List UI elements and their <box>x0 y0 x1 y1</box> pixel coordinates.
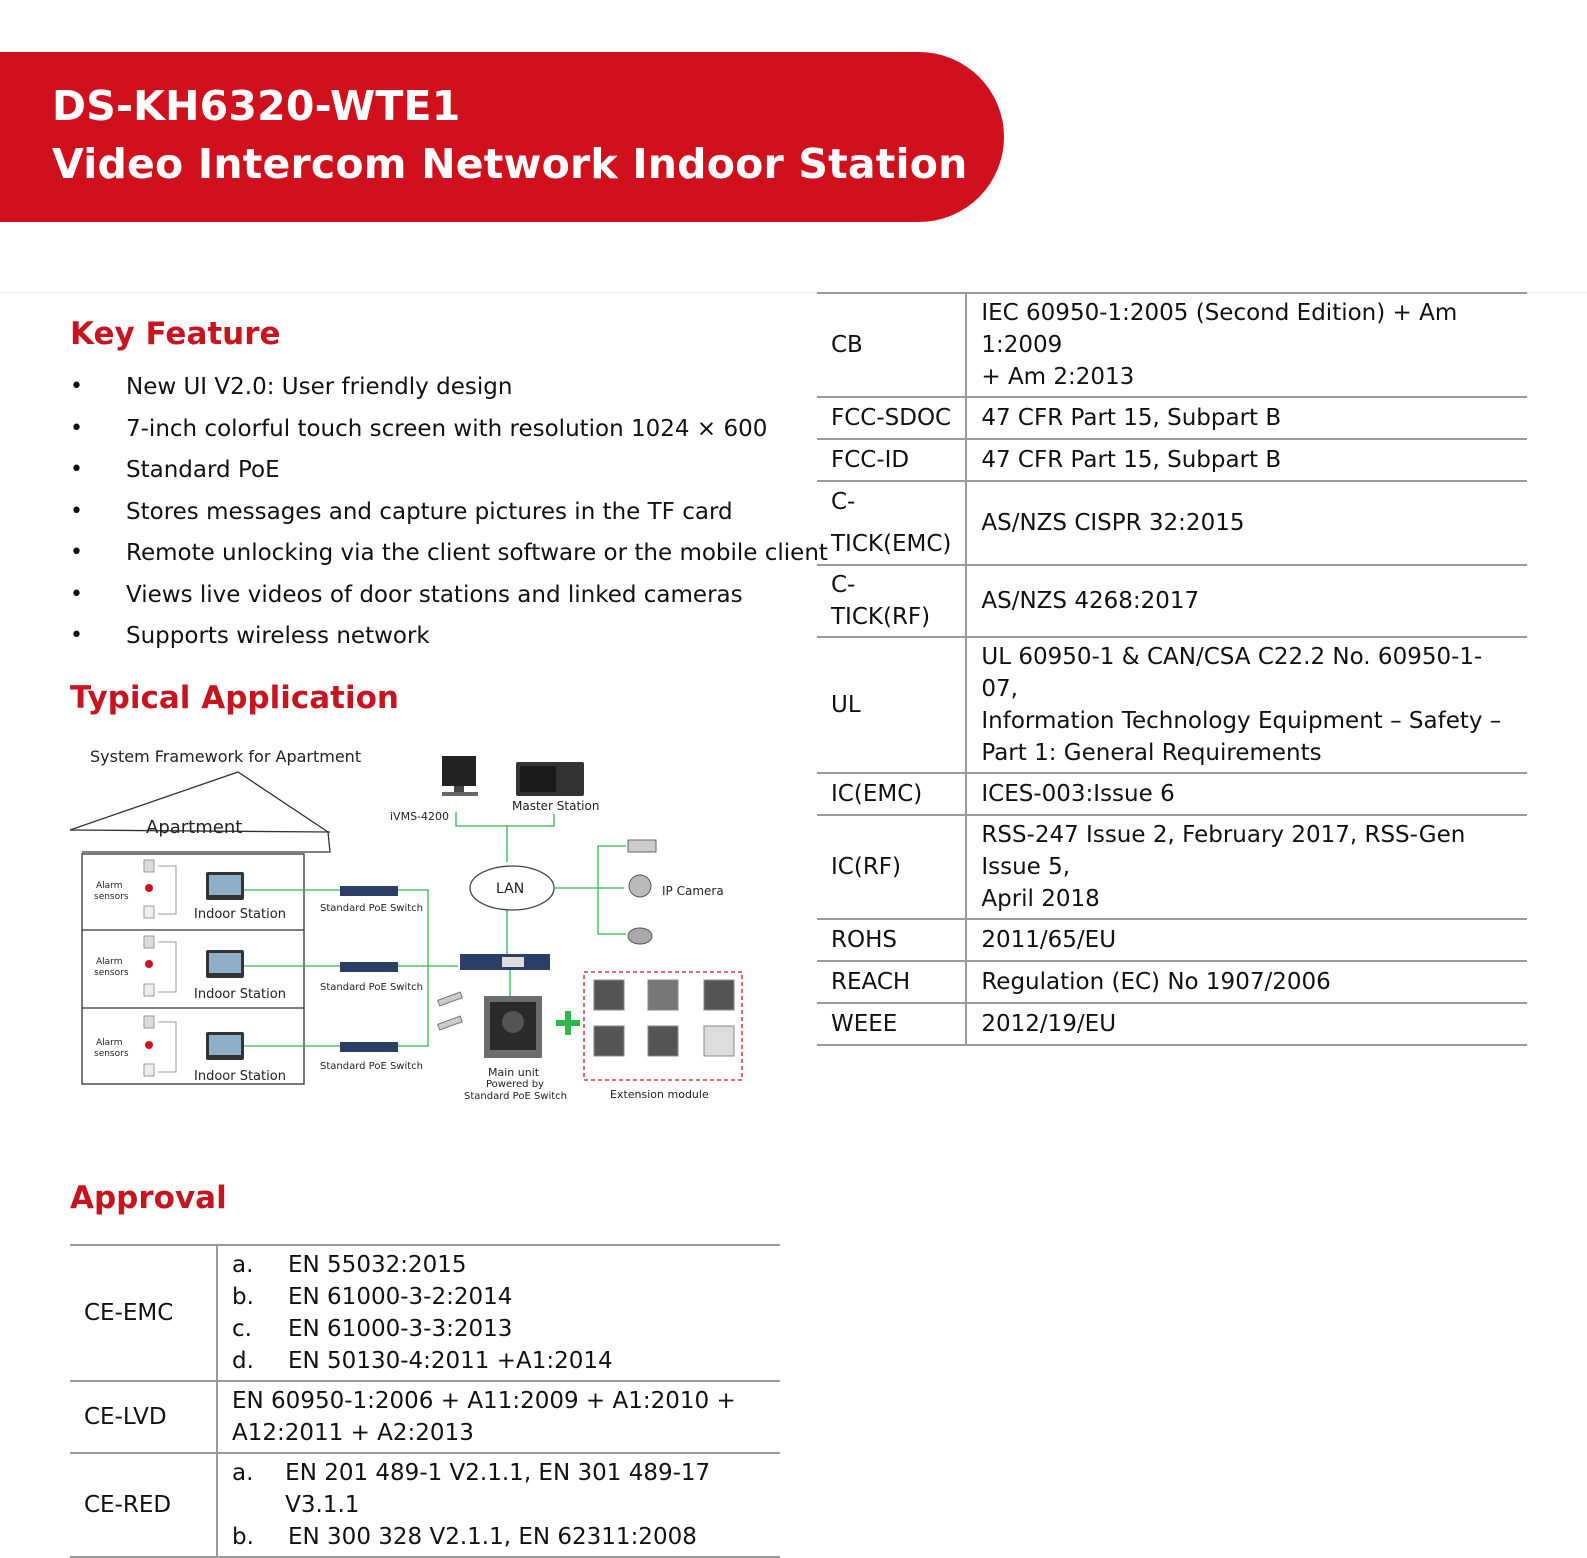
approval-table <box>70 1244 780 1558</box>
row-key: ROHS <box>817 919 966 961</box>
bullet-icon: • <box>70 498 83 524</box>
typical-application-heading: Typical Application <box>70 680 399 716</box>
alarm-button-icon <box>145 884 153 892</box>
bullet-icon: • <box>70 374 83 399</box>
svg-text:IP Camera: IP Camera <box>662 884 724 898</box>
svg-text:Standard PoE Switch: Standard PoE Switch <box>320 903 424 914</box>
row-key: IC(RF) <box>817 815 966 919</box>
row-key: C-TICK(RF) <box>817 565 966 637</box>
bullet-camera-icon <box>628 840 656 852</box>
svg-text:sensors: sensors <box>94 968 129 978</box>
table-row <box>817 293 1527 397</box>
row-key: FCC-ID <box>817 439 966 481</box>
row-key: IC(EMC) <box>817 773 966 815</box>
sensor-icon <box>144 906 154 918</box>
svg-text:Extension module: Extension module <box>610 1088 709 1101</box>
svg-text:Powered by: Powered by <box>486 1079 544 1090</box>
apartment-unit-1 <box>94 860 286 922</box>
row-value: RSS-247 Issue 2, February 2017, RSS-Gen Issue 5, April 2018 <box>981 822 1466 912</box>
feature-item: • 7-inch colorful touch screen with resolution 1024 × 600 <box>70 415 768 442</box>
computer-icon <box>442 756 476 786</box>
dome-camera-icon <box>628 928 652 944</box>
sensor-icon <box>144 984 154 996</box>
apartment-unit-3 <box>94 1016 286 1084</box>
feature-item: • Supports wireless network <box>70 623 430 649</box>
feature-item: • Remote unlocking via the client software or the mobile client <box>70 540 828 566</box>
system-framework-diagram <box>66 748 766 1118</box>
bullet-icon: • <box>70 415 83 441</box>
alarm-button-icon <box>145 960 153 968</box>
svg-text:Standard PoE Switch: Standard PoE Switch <box>464 1091 568 1102</box>
row-key: CE-LVD <box>70 1381 217 1453</box>
apartment-unit-2 <box>94 936 286 1002</box>
row-value: 2011/65/EU <box>981 927 1117 953</box>
row-key: CE-RED <box>70 1453 217 1557</box>
table-row <box>817 397 1527 439</box>
svg-text:sensors: sensors <box>94 892 129 902</box>
row-key: UL <box>817 637 966 773</box>
table-row <box>817 773 1527 815</box>
feature-list <box>70 372 828 663</box>
module-icon <box>648 1026 678 1056</box>
row-value: AS/NZS CISPR 32:2015 <box>981 510 1245 536</box>
apartment-label: Apartment <box>146 817 243 838</box>
diagram-caption: System Framework for Apartment <box>90 748 362 766</box>
feature-item: • New UI V2.0: User friendly design <box>70 374 513 400</box>
svg-text:Alarm: Alarm <box>96 881 123 891</box>
row-value: IEC 60950-1:2005 (Second Edition) + Am 1:2009 + Am 2:2013 <box>981 300 1458 390</box>
table-row <box>70 1453 780 1557</box>
row-value: a. EN 55032:2015 b. EN 61000-3-2:2014 c. EN 61000-3-3:2013 d. EN 50130-4:2011 +A1:2014 <box>232 1252 613 1374</box>
approval-heading: Approval <box>70 1180 227 1216</box>
row-value: 47 CFR Part 15, Subpart B <box>981 447 1282 473</box>
module-icon <box>704 980 734 1010</box>
row-value: Regulation (EC) No 1907/2006 <box>981 969 1331 995</box>
svg-text:Indoor Station: Indoor Station <box>194 987 286 1002</box>
sensor-icon <box>144 860 154 872</box>
row-key: REACH <box>817 961 966 1003</box>
svg-text:Indoor Station: Indoor Station <box>194 1069 286 1084</box>
poe-switch-2 <box>320 962 423 993</box>
row-value: UL 60950-1 & CAN/CSA C22.2 No. 60950-1-07, Information Technology Equipment – Safety – Part 1: General Requirements <box>981 644 1502 766</box>
table-row <box>817 815 1527 919</box>
sensor-icon <box>144 1016 154 1028</box>
module-icon <box>594 980 624 1010</box>
header-banner <box>0 52 1004 222</box>
svg-text:LAN: LAN <box>496 881 525 897</box>
key-feature-heading: Key Feature <box>70 316 281 352</box>
table-row <box>817 961 1527 1003</box>
module-icon <box>648 980 678 1010</box>
alarm-button-icon <box>145 1041 153 1049</box>
row-key: CB <box>817 293 966 397</box>
row-value: ICES-003:Issue 6 <box>981 781 1175 807</box>
bullet-icon: • <box>70 540 83 565</box>
row-value: 47 CFR Part 15, Subpart B <box>981 405 1282 431</box>
sensor-icon <box>144 936 154 948</box>
model-number: DS-KH6320-WTE1 <box>52 82 461 130</box>
table-row <box>70 1245 780 1381</box>
ptz-camera-icon <box>629 875 651 897</box>
svg-text:Master Station: Master Station <box>512 799 600 813</box>
bullet-icon: • <box>70 623 83 648</box>
switch-icon <box>340 886 398 896</box>
table-row <box>817 1003 1527 1045</box>
feature-item: • Stores messages and capture pictures in the TF card <box>70 498 733 525</box>
table-row <box>817 637 1527 773</box>
svg-text:Main unit: Main unit <box>488 1066 540 1079</box>
certification-table <box>817 292 1527 1046</box>
table-row <box>70 1381 780 1453</box>
row-key: CE-EMC <box>70 1245 217 1381</box>
table-row <box>817 439 1527 481</box>
module-icon <box>594 1026 624 1056</box>
row-value: EN 60950-1:2006 + A11:2009 + A1:2010 + A12:2011 + A2:2013 <box>232 1388 736 1446</box>
table-row <box>817 565 1527 637</box>
feature-item: • Standard PoE <box>70 457 280 483</box>
switch-icon <box>340 962 398 972</box>
lock-icon <box>438 1016 463 1030</box>
lock-icon <box>438 992 463 1006</box>
svg-text:Alarm: Alarm <box>96 957 123 967</box>
svg-text:iVMS-4200: iVMS-4200 <box>390 810 450 823</box>
row-value: a. EN 201 489-1 V2.1.1, EN 301 489-17 V3.1.1 b. EN 300 328 V2.1.1, EN 62311:2008 <box>232 1460 711 1550</box>
bullet-icon: • <box>70 581 83 607</box>
product-name: Video Intercom Network Indoor Station <box>52 140 968 188</box>
svg-text:sensors: sensors <box>94 1049 129 1059</box>
svg-text:Standard PoE Switch: Standard PoE Switch <box>320 982 424 993</box>
row-key: FCC-SDOC <box>817 397 966 439</box>
svg-text:Indoor Station: Indoor Station <box>194 907 286 922</box>
feature-item: • Views live videos of door stations and linked cameras <box>70 581 743 608</box>
svg-text:Standard PoE Switch: Standard PoE Switch <box>320 1061 424 1072</box>
switch-icon <box>340 1042 398 1052</box>
row-key: C- TICK(EMC) <box>817 481 966 565</box>
table-row <box>817 919 1527 961</box>
table-row <box>817 481 1527 565</box>
row-value: 2012/19/EU <box>981 1011 1117 1037</box>
bullet-icon: • <box>70 457 83 482</box>
sensor-icon <box>144 1064 154 1076</box>
house-roof <box>70 772 330 852</box>
module-icon <box>704 1026 734 1056</box>
row-value: AS/NZS 4268:2017 <box>981 588 1200 614</box>
svg-text:Alarm: Alarm <box>96 1038 123 1048</box>
row-key: WEEE <box>817 1003 966 1045</box>
